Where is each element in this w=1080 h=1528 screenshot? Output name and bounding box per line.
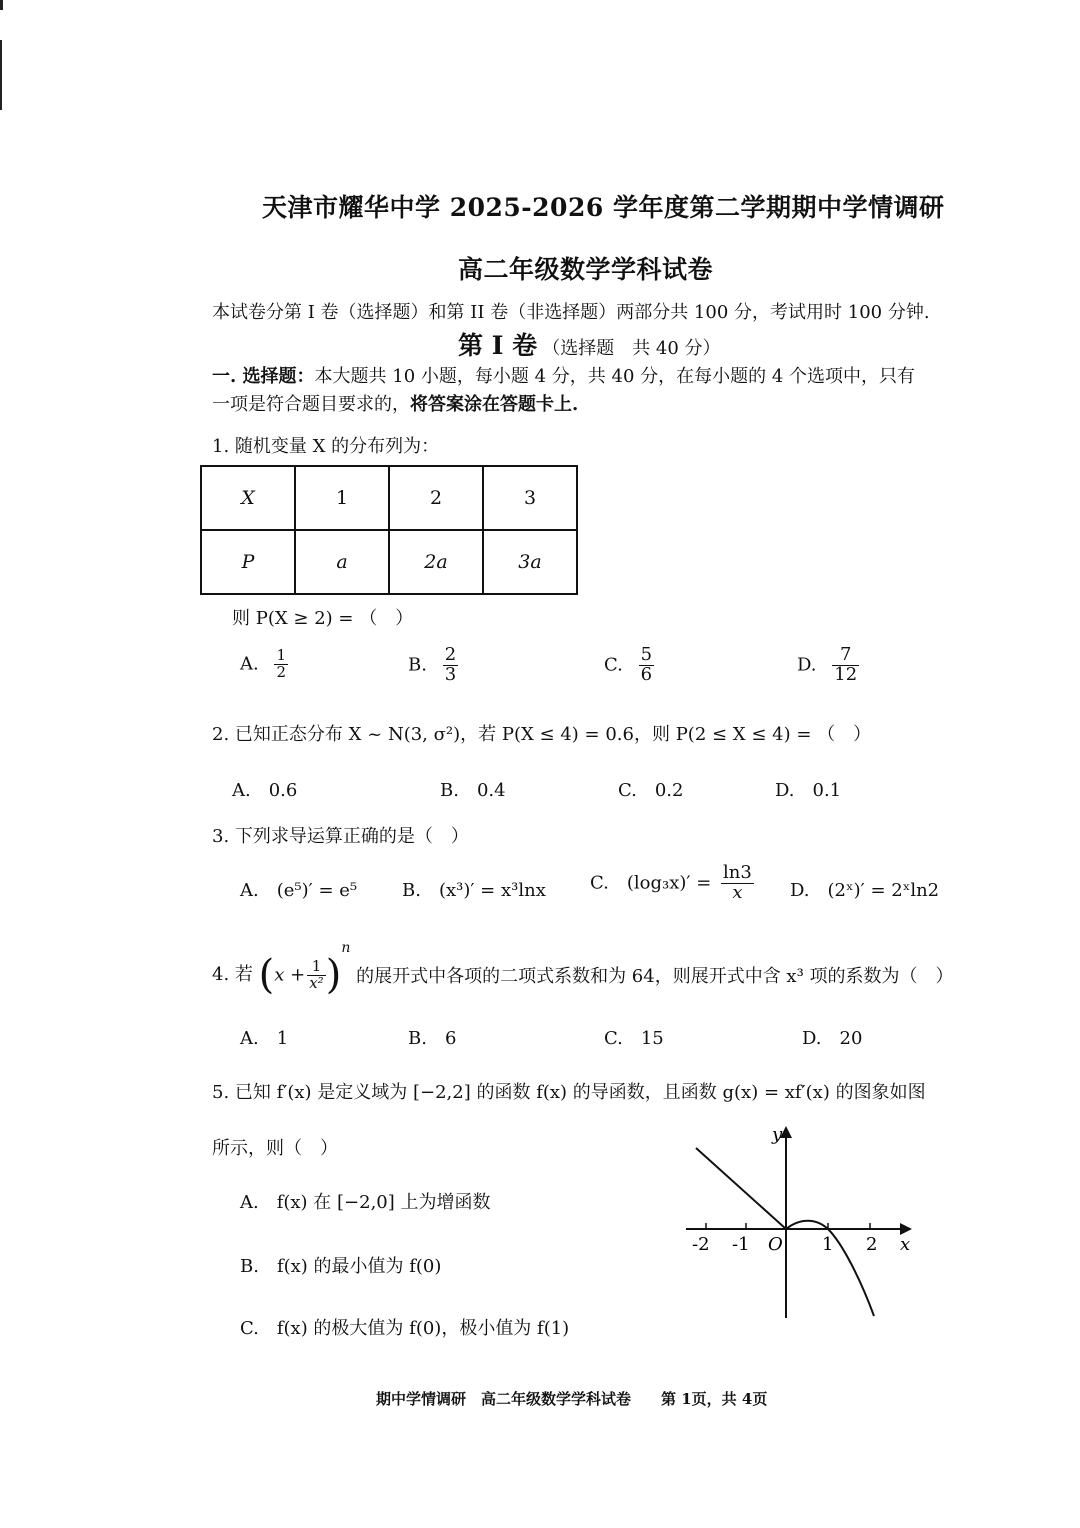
fraction: $\frac{7}{12}$ (834, 644, 858, 685)
q5-option-c: C. f(x) 的极大值为 f(0)，极小值为 f(1) (240, 1318, 570, 1339)
q4-stem: 4. 若 (x + $\frac{1}{\text{x²}}$ )$^n$ 的展开式中各项的二项式系数和为 64，则展开式中含 x³ 项的系数为（ ） (212, 940, 954, 998)
section-label: 一. 选择题： (212, 366, 315, 387)
table-cell: 1 (295, 466, 389, 530)
table-cell: X (201, 466, 295, 530)
q4-option-d: D. 20 (802, 1028, 863, 1049)
table-cell: a (295, 530, 389, 594)
part-subtitle: （选择题 共 40 分） (542, 338, 721, 359)
q1-option-c: C. $\frac{5}{6}$ (604, 644, 653, 685)
scan-edge-mark (0, 40, 2, 110)
exam-intro: 本试卷分第 I 卷（选择题）和第 II 卷（非选择题）两部分共 100 分，考试用时 100 分钟. (212, 302, 930, 323)
section-instruction-line1: 一. 选择题：本大题共 10 小题，每小题 4 分，共 40 分，在每小题的 4 个选项中，只有 (212, 366, 916, 387)
paren-right: ) (325, 952, 342, 998)
table-cell: 2a (389, 530, 483, 594)
y-axis-label: y (772, 1124, 783, 1145)
q1-stem: 1. 随机变量 X 的分布列为： (212, 436, 440, 457)
fraction: $\frac{\ln 3}{x}$ (723, 862, 752, 903)
q4-option-b: B. 6 (408, 1028, 457, 1049)
scan-edge-mark (0, 0, 3, 10)
q1-distribution-table (200, 465, 578, 595)
fraction: $\frac{2}{3}$ (444, 644, 457, 685)
q5-stem-line2: 所示，则（ ） (212, 1138, 338, 1159)
q1-option-b: B. $\frac{2}{3}$ (408, 644, 457, 685)
tick-label: -1 (732, 1234, 750, 1255)
table-cell: P (201, 530, 295, 594)
table-cell: 2 (389, 466, 483, 530)
q3-option-c: C. (log₃x)′ = $\frac{\ln 3}{x}$ (590, 862, 752, 903)
q3-option-b: B. (x³)′ = x³lnx (402, 880, 546, 901)
fraction: $\frac{5}{6}$ (640, 644, 653, 685)
table-cell: 3a (483, 530, 577, 594)
x-axis-label: x (900, 1234, 911, 1255)
page-footer: 期中学情调研 高二年级数学学科试卷 第 1页，共 4页 (376, 1390, 768, 1408)
table-cell: 3 (483, 466, 577, 530)
q2-option-c: C. 0.2 (618, 780, 684, 801)
table-row (201, 466, 577, 530)
fraction: $\frac{1}{2}$ (276, 646, 287, 681)
tick-label: 2 (866, 1234, 878, 1255)
q3-option-a: A. (e⁵)′ = e⁵ (240, 880, 358, 901)
tick-label: -2 (692, 1234, 710, 1255)
part-title: 第 I 卷 (458, 331, 538, 360)
paren-left: ( (258, 952, 275, 998)
tick-label: 1 (822, 1234, 834, 1255)
q4-option-c: C. 15 (604, 1028, 664, 1049)
q5-stem-line1: 5. 已知 f′(x) 是定义域为 [−2,2] 的函数 f(x) 的导函数，且函数 g(x) = xf′(x) 的图象如图 (212, 1082, 926, 1103)
q4-option-a: A. 1 (240, 1028, 289, 1049)
section-instruction-line2: 一项是符合题目要求的，将答案涂在答题卡上. (212, 394, 579, 415)
q5-option-b: B. f(x) 的最小值为 f(0) (240, 1256, 442, 1277)
q3-stem: 3. 下列求导运算正确的是（ ） (212, 826, 469, 847)
fraction: $\frac{1}{\text{x²}}$ (309, 956, 324, 992)
q2-stem: 2. 已知正态分布 X ~ N(3, σ²)，若 P(X ≤ 4) = 0.6，则 P(2 ≤ X ≤ 4) = （ ） (212, 724, 872, 745)
origin-label: O (768, 1234, 783, 1255)
q2-option-d: D. 0.1 (775, 780, 842, 801)
table-row (201, 530, 577, 594)
q5-option-a: A. f(x) 在 [−2,0] 上为增函数 (240, 1192, 491, 1213)
q5-function-graph (680, 1118, 920, 1328)
q2-option-a: A. 0.6 (232, 780, 298, 801)
exam-subtitle: 高二年级数学学科试卷 (458, 255, 714, 284)
q1-option-a: A. $\frac{1}{2}$ (240, 646, 287, 681)
exam-title: 天津市耀华中学 2025-2026 学年度第二学期期中学情调研 (262, 193, 945, 222)
q1-ask: 则 P(X ≥ 2) = （ ） (232, 608, 414, 629)
part-heading (458, 326, 721, 362)
q3-option-d: D. (2ˣ)′ = 2ˣln2 (790, 880, 940, 901)
q2-option-b: B. 0.4 (440, 780, 506, 801)
q1-option-d: D. $\frac{7}{12}$ (797, 644, 858, 685)
